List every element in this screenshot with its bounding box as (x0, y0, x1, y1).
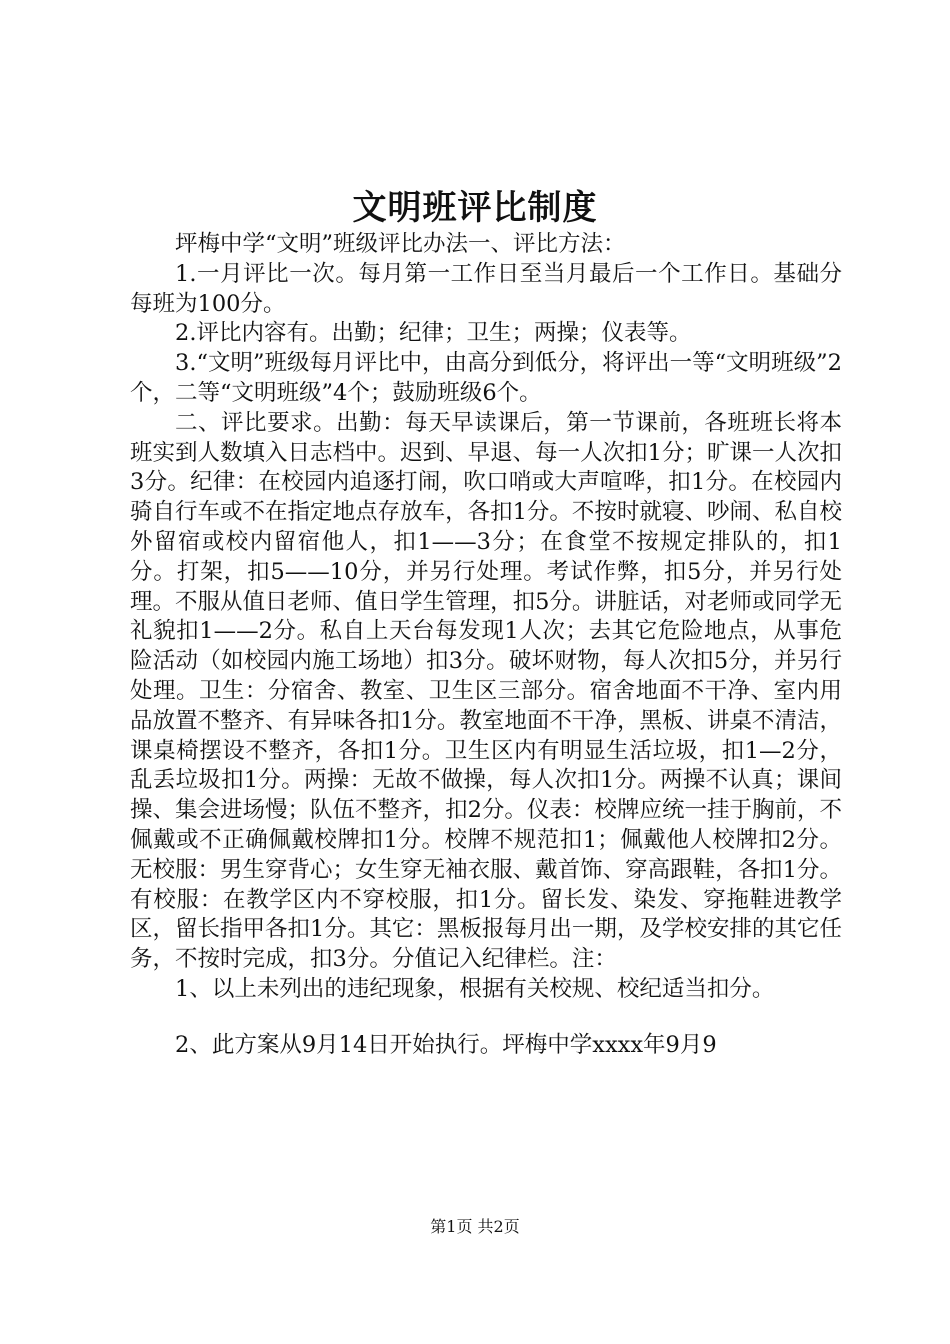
paragraph-note-2: 2、此方案从9月14日开始执行。坪梅中学xxxx年9月9 (175, 1031, 717, 1058)
paragraph-note-1: 1、以上未列出的违纪现象，根据有关校规、校纪适当扣分。 (175, 975, 775, 1002)
document-title: 文明班评比制度 (352, 188, 598, 228)
paragraph-method-1: 1.一月评比一次。每月第一工作日至当月最后一个工作日。基础分每班为100分。 (130, 260, 842, 317)
paragraph-requirements: 二、评比要求。出勤：每天早读课后，第一节课前，各班班长将本班实到人数填入日志档中。迟到、早退、每一人次扣1分；旷课一人次扣3分。纪律：在校园内追逐打闹，吹口哨或大声喧哗，扣1分。在校园内骑自行车或不在指定地点存放车，各扣1分。不按时就寝、吵闹、私自校外留宿或校内留宿他人，扣1——3分；在食堂不按规定排队的，扣1分。打架，扣5——10分，并另行处理。考试作弊，扣5分，并另行处理。不服从值日老师、值日学生管理，扣5分。讲脏话，对老师或同学无礼貌扣1——2分。私自上天台每发现1人次；去其它危险地点，从事危险活动（如校园内施工场地）扣3分。破坏财物，每人次扣5分，并另行处理。卫生：分宿舍、教室、卫生区三部分。宿舍地面不干净、室内用品放置不整齐、有异味各扣1分。教室地面不干净，黑板、讲桌不清洁，课桌椅摆设不整齐，各扣1分。卫生区内有明显生活垃圾，扣1—2分，乱丢垃圾扣1分。两操：无故不做操，每人次扣1分。两操不认真；课间操、集会进场慢；队伍不整齐，扣2分。仪表：校牌应统一挂于胸前，不佩戴或不正确佩戴校牌扣1分。校牌不规范扣1；佩戴他人校牌扣2分。无校服：男生穿背心；女生穿无袖衣服、戴首饰、穿高跟鞋，各扣1分。有校服：在教学区内不穿校服，扣1分。留长发、染发、穿拖鞋进教学区，留长指甲各扣1分。其它：黑板报每月出一期，及学校安排的其它任务，不按时完成，扣3分。分值记入纪律栏。注： (130, 409, 842, 973)
document-body (130, 230, 842, 1061)
paragraph-method-3: 3.“文明”班级每月评比中，由高分到低分，将评出一等“文明班级”2个，二等“文明班级”4个；鼓励班级6个。 (130, 350, 842, 406)
page-footer: 第1页 共2页 (430, 1217, 520, 1236)
paragraph-method-2: 2.评比内容有。出勤；纪律；卫生；两操；仪表等。 (175, 320, 692, 347)
paragraph-intro: 坪梅中学“文明”班级评比办法一、评比方法： (175, 231, 626, 257)
